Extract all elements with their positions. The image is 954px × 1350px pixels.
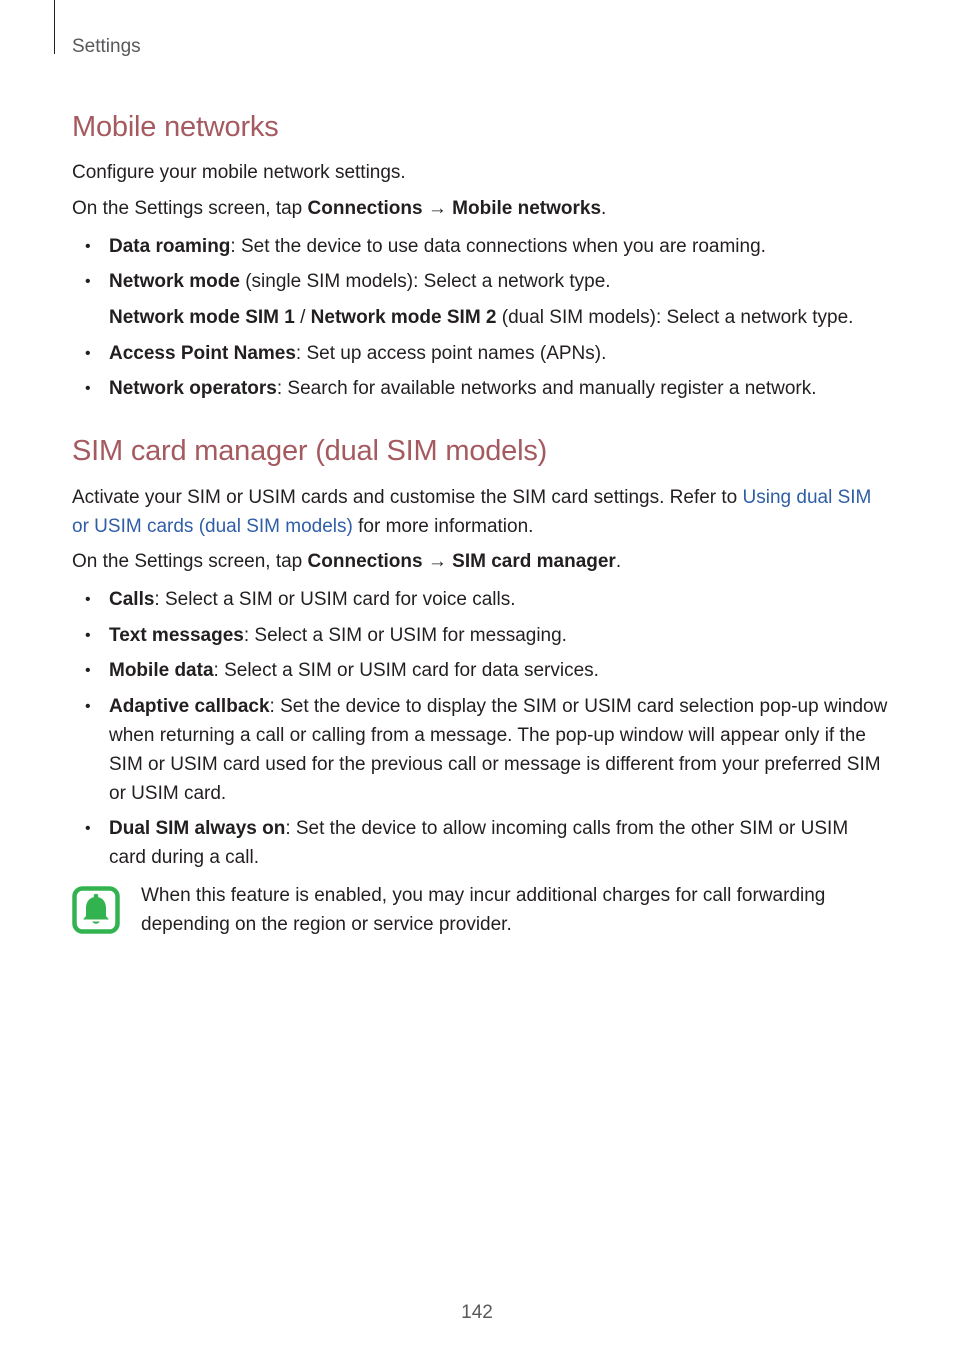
list-item-network-mode-dual: Network mode SIM 1 / Network mode SIM 2 (dual SIM models): Select a network type. xyxy=(109,307,854,328)
bullet: • xyxy=(85,820,91,837)
bullet: • xyxy=(85,627,91,644)
bell-notice-icon xyxy=(72,886,120,934)
sim-manager-path: On the Settings screen, tap Connections → SIM card manager. xyxy=(72,551,622,572)
list-item-network-operators: Network operators: Search for available networks and manually register a network. xyxy=(109,378,817,399)
bullet: • xyxy=(85,662,91,679)
list-item-calls: Calls: Select a SIM or USIM card for voice calls. xyxy=(109,589,516,610)
edge-rule xyxy=(54,0,55,54)
list-item-mobile-data: Mobile data: Select a SIM or USIM card for data services. xyxy=(109,660,599,681)
section-title-mobile-networks: Mobile networks xyxy=(72,111,279,143)
mobile-networks-path: On the Settings screen, tap Connections → Mobile networks. xyxy=(72,198,607,219)
bullet: • xyxy=(85,380,91,397)
list-item-adaptive-callback: Adaptive callback: Set the device to display the SIM or USIM card selection pop-up window when returning a call or calling from a message. The pop-up window will appear only if the SIM or USIM card used for the previous call or message is different from your preferred SIM or USIM card. xyxy=(109,696,888,804)
list-item-text-messages: Text messages: Select a SIM or USIM for messaging. xyxy=(109,625,567,646)
list-item-dual-sim-always-on: Dual SIM always on: Set the device to allow incoming calls from the other SIM or USIM card during a call. xyxy=(109,818,849,868)
bullet: • xyxy=(85,238,91,255)
sim-manager-intro: Activate your SIM or USIM cards and customise the SIM card settings. Refer to Using dual SIM or USIM cards (dual SIM models) for more information. xyxy=(72,487,872,537)
note-text: When this feature is enabled, you may incur additional charges for call forwarding depending on the region or service provider. xyxy=(141,885,826,935)
bullet: • xyxy=(85,273,91,290)
running-head: Settings xyxy=(72,36,141,57)
page-number: 142 xyxy=(461,1302,493,1323)
bullet: • xyxy=(85,698,91,715)
list-item-network-mode: Network mode (single SIM models): Select a network type. xyxy=(109,271,611,292)
bullet: • xyxy=(85,345,91,362)
list-item-data-roaming: Data roaming: Set the device to use data connections when you are roaming. xyxy=(109,236,766,257)
list-item-access-point-names: Access Point Names: Set up access point names (APNs). xyxy=(109,343,607,364)
link-using-dual-sim[interactable]: Using dual SIM or USIM cards (dual SIM models) xyxy=(72,487,872,537)
bullet: • xyxy=(85,591,91,608)
mobile-networks-intro: Configure your mobile network settings. xyxy=(72,162,406,183)
section-title-sim-card-manager: SIM card manager (dual SIM models) xyxy=(72,435,548,467)
